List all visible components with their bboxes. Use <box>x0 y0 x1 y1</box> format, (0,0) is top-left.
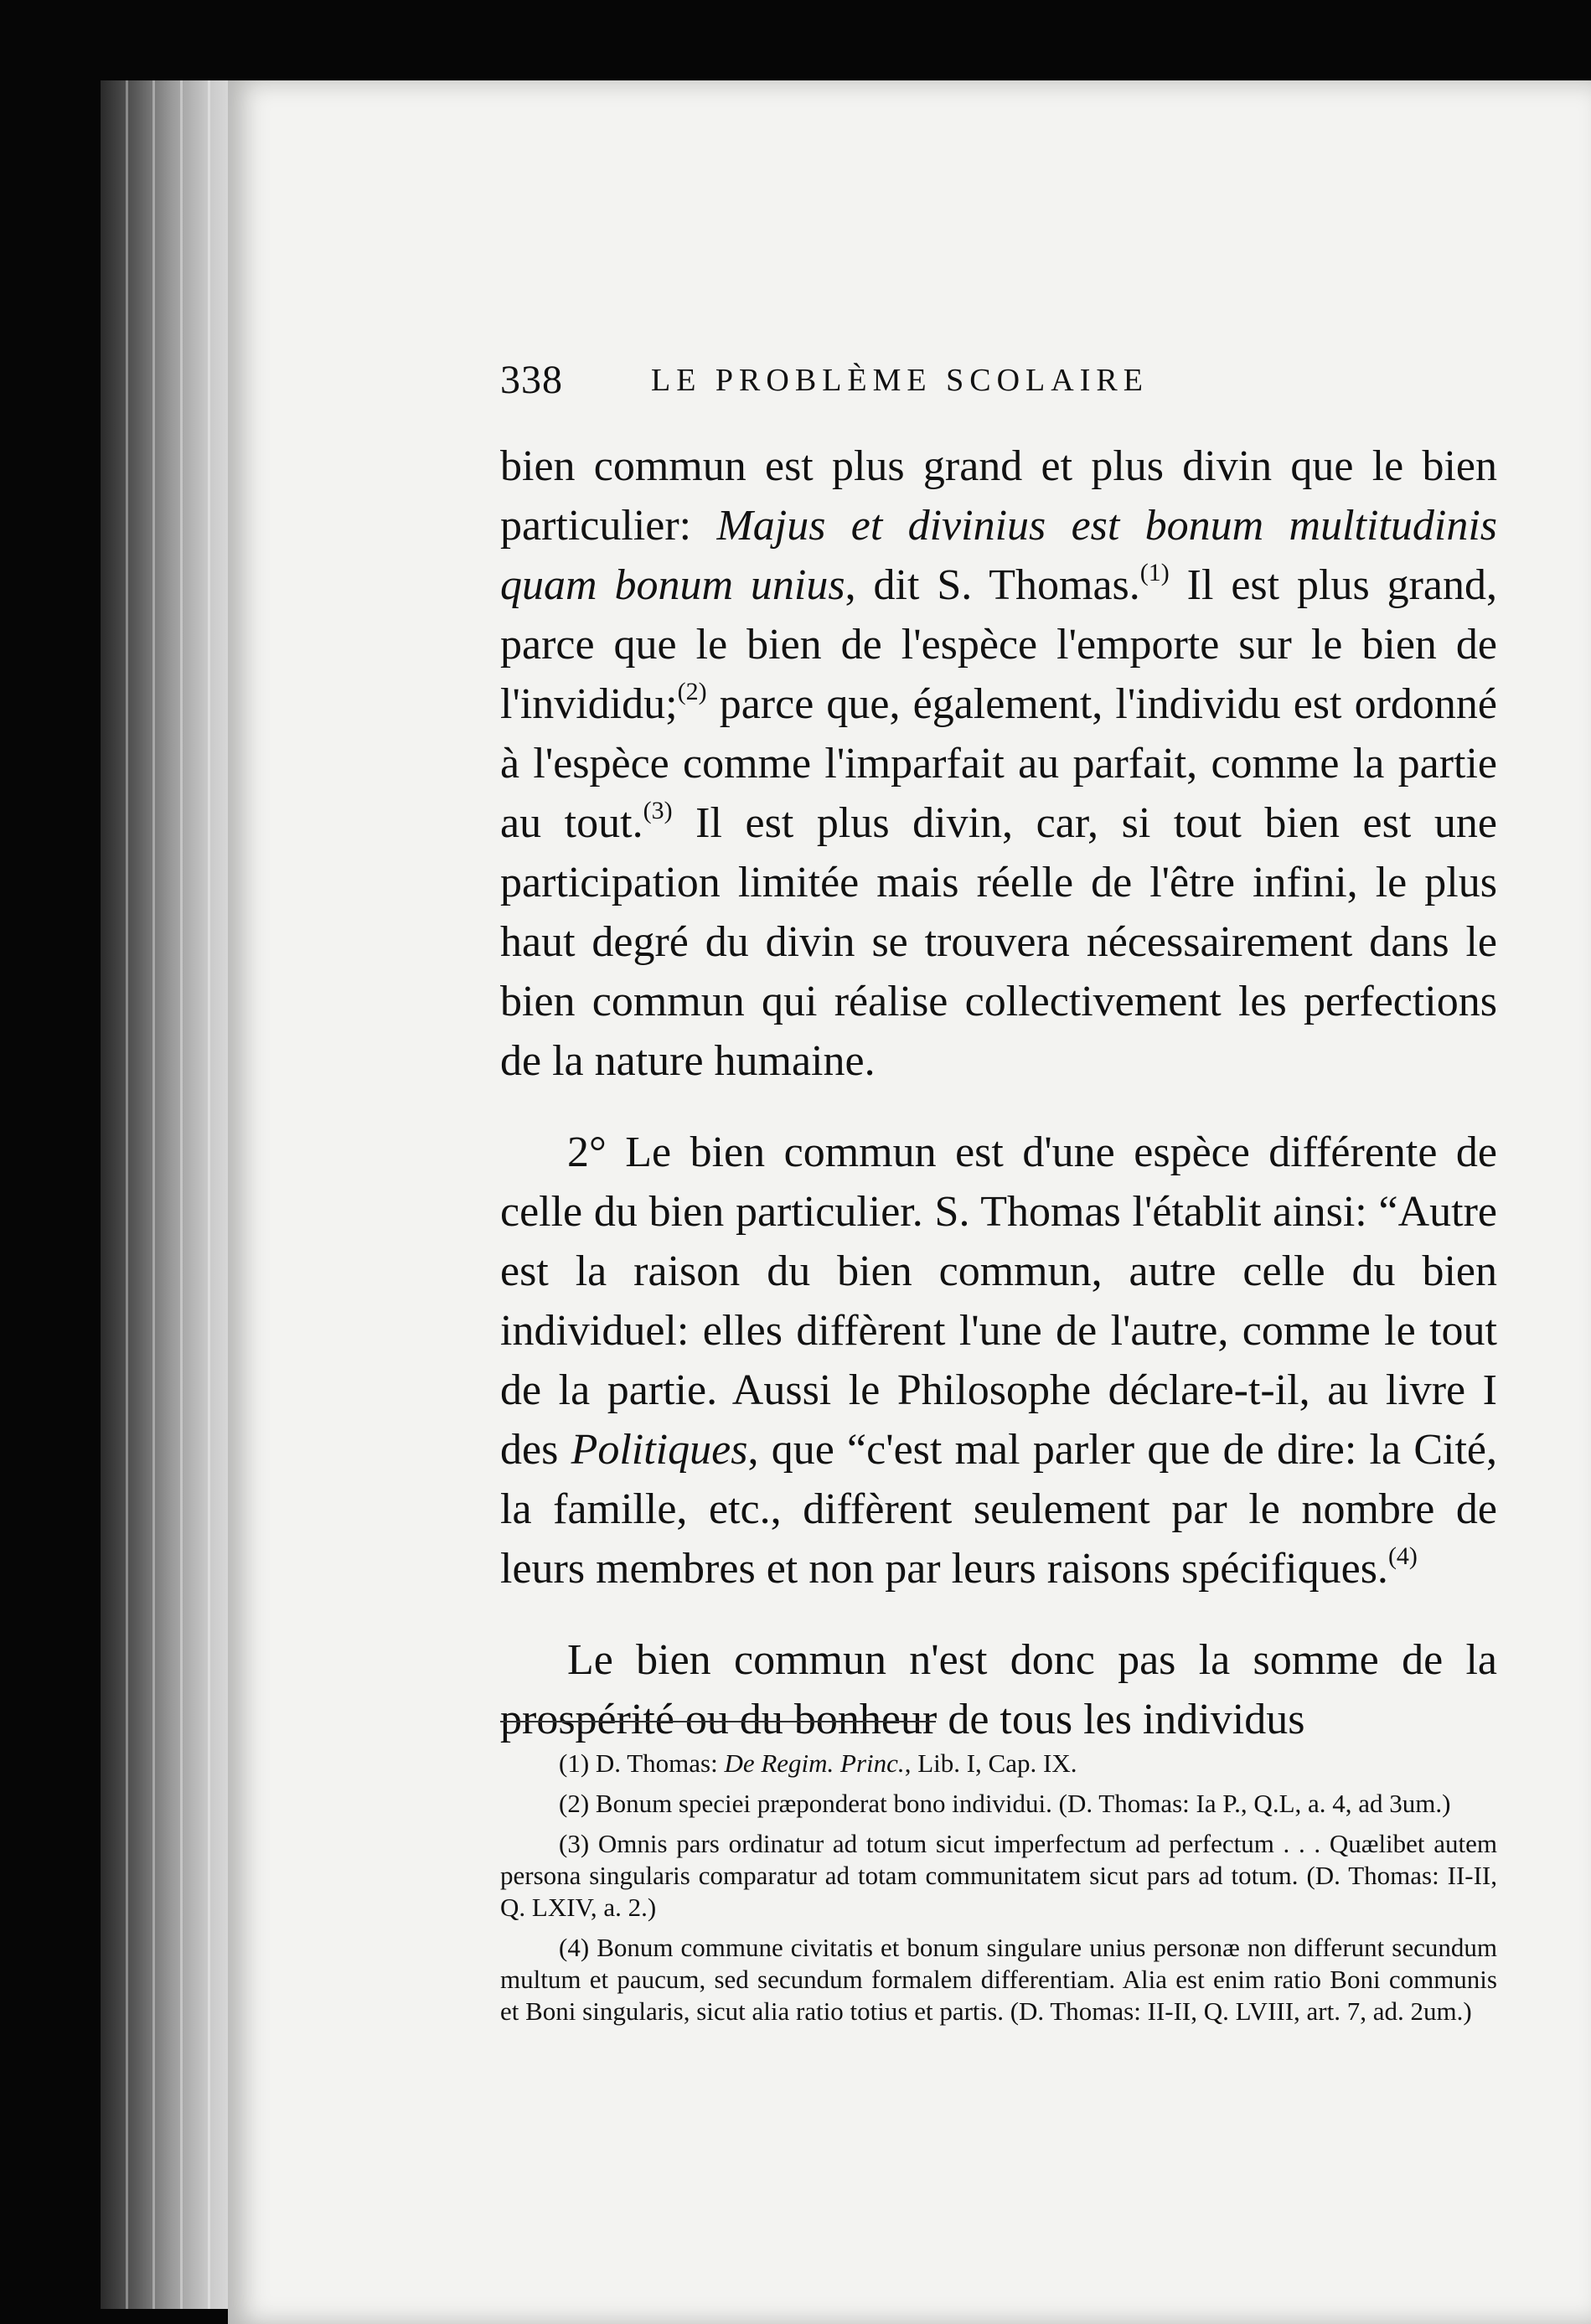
page-number: 338 <box>500 358 563 402</box>
footnote-ref-1: (1) <box>1139 559 1170 586</box>
footnote-3: (3) Omnis pars ordinatur ad totum sicut imperfectum ad perfectum . . . Quælibet autem persona singularis comparatur ad totam communitatem sicut pars ad totum. (D. Thomas: II-II, Q. LXIV, a. 2.) <box>500 1829 1497 1922</box>
body-text <box>500 436 1497 1749</box>
paragraph-2 <box>500 1123 1497 1598</box>
footnote-ref-4: (4) <box>1387 1542 1418 1570</box>
page-header <box>500 357 1497 407</box>
footnote-1 <box>500 1748 1497 1779</box>
text-segment: , que “c'est mal parler que de dire: la Cité, la famille, etc., diffèrent seulement par le nombre de leurs membres et non par leurs raisons spécifiques. <box>500 1426 1497 1593</box>
footnote-ref-2: (2) <box>677 678 707 705</box>
book-page <box>228 80 1591 2324</box>
footnotes <box>500 1748 1497 2036</box>
paragraph-3: Le bien commun n'est donc pas la somme de la prospérité ou du bonheur de tous les individus <box>500 1636 1497 1743</box>
latin-quotation: Majus et divinius est bonum multitudinis quam bonum unius <box>500 502 1498 609</box>
paragraph-1 <box>500 436 1497 1091</box>
text-segment: , Lib. I, Cap. IX. <box>904 1748 1077 1778</box>
text-segment: Il est plus divin, car, si tout bien est une participation limitée mais réelle de l'être infini, le plus haut degré du divin se trouvera nécessairement dans le bien commun qui réalise collectivement les perfections de la nature humaine. <box>500 799 1497 1085</box>
text-segment: (1) D. Thomas: <box>559 1748 725 1778</box>
text-segment: bien commun est plus grand et plus divin que le bien particulier: <box>500 442 1497 550</box>
footnote-4: (4) Bonum commune civitatis et bonum singulare unius personæ non differunt secundum multum et paucum, sed secundum formalem differentiam. Alia est enim ratio Boni communis et Boni singularis, sicut alia ratio totius et partis. (D. Thomas: II-II, Q. LVIII, art. 7, ad. 2um.) <box>500 1933 1497 2026</box>
running-title: LE PROBLÈME SCOLAIRE <box>651 363 1149 398</box>
book-title: Politiques <box>571 1426 748 1474</box>
cited-work: De Regim. Princ. <box>724 1748 905 1778</box>
text-segment: Il est plus grand, parce que le bien de l'espèce l'emporte sur le bien de l'invididu; <box>500 561 1498 728</box>
footnote-2: (2) Bonum speciei præponderat bono individui. (D. Thomas: Ia P., Q.L, a. 4, ad 3um.) <box>559 1789 1451 1818</box>
text-segment: , dit S. Thomas. <box>845 561 1140 609</box>
footnote-divider <box>500 1721 936 1722</box>
text-segment: parce que, également, l'individu est ordonné à l'espèce comme l'imparfait au parfait, comme la partie au tout. <box>500 680 1497 847</box>
book-page-edges <box>101 80 243 2309</box>
text-segment: 2° Le bien commun est d'une espèce différente de celle du bien particulier. S. Thomas l'établit ainsi: “Autre est la raison du bien commun, autre celle du bien individuel: elles diffèrent l'une de l'autre, comme le tout de la partie. Aussi le Philosophe déclare-t-il, au livre I des <box>500 1128 1497 1474</box>
footnote-ref-3: (3) <box>643 797 673 824</box>
